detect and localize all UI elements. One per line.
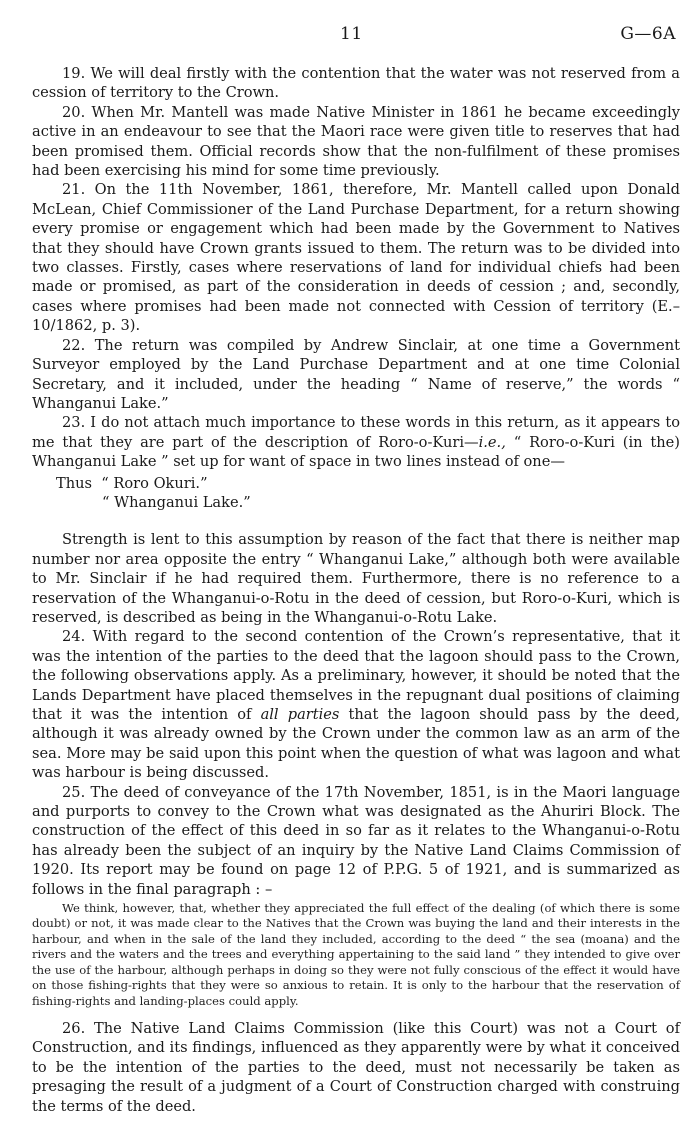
paragraph-24-italic: all parties (260, 706, 340, 723)
document-reference: G—6A (620, 24, 676, 44)
paragraph-20: 20. When Mr. Mantell was made Native Minister in 1861 he became exceedingly active in an endeavour to see that the Maori race were given title to reserves that had been promised them. Official records show that the non-fulfilment of these promises had been exercising his mind for some time previously. (32, 103, 680, 180)
paragraph-23-ie: i.e., (478, 433, 506, 451)
paragraph-26: 26. The Native Land Claims Commission (like this Court) was not a Court of Construction, and its findings, influenced as they apparently were by what it conceived to be the intention of the parties to the deed, must not necessarily be taken as presaging the result of a judgment of a Court of Construction charged with construing the terms of the deed. (32, 1019, 680, 1115)
page-header (0, 24, 700, 48)
paragraph-24-text: 24. With regard to the second contention of the Crown’s representative, that it was the intention of the parties to the deed that the lagoon should pass to the Crown, the following observations apply. As a preliminary, however, it should be noted that the Lands Department have placed themselves in the repugnant dual positions of claiming that it was the intention of (32, 628, 680, 723)
paragraph-24-text-cont: that the lagoon should pass by the deed, although it was already owned by the Crown under the common law as an arm of the sea. More may be said upon this point when the question of what was lagoon and what was harbour is being discussed. (32, 706, 680, 782)
thus-line-2: “ Whanganui Lake.” (102, 493, 251, 511)
commission-quote: We think, however, that, whether they appreciated the full effect of the dealing (of which there is some doubt) or not, it was made clear to the Natives that the Crown was buying the land and their interests in the harbour, and when in the sale of the land they included, according to the deed “ the sea (moana) and the rivers and the waters and the trees and everything appertaining to the said land ” they intended to give over the use of the harbour, although perhaps in doing so they were not fully conscious of the effect it would have on those fishing-rights that they were so anxious to retain. It is only to the harbour that the reservation of fishing-rights and landing-places could apply. (32, 901, 680, 1008)
paragraph-23 (32, 413, 680, 471)
document-body (32, 64, 680, 1116)
paragraph-21: 21. On the 11th November, 1861, therefore, Mr. Mantell called upon Donald McLean, Chief Commissioner of the Land Purchase Department, for a return showing every promise or engagement which had been made by the Government to Natives that they should have Crown grants issued to them. The return was to be divided into two classes. Firstly, cases where reservations of land for individual chiefs had been made or promised, as part of the consideration in deeds of cession ; and, secondly, cases where promises had been made not connected with Cession of territory (E.–10/1862, p. 3). (32, 181, 680, 335)
paragraph-24 (32, 627, 680, 782)
paragraph-23-continued: Strength is lent to this assumption by reason of the fact that there is neither map number nor area opposite the entry “ Whanganui Lake,” although both were available to Mr. Sinclair if he had required them. Furthermore, there is no reference to a reservation of the Whanganui-o-Rotu in the deed of cession, but Roro-o-Kuri, which is reserved, is described as being in the Whanganui-o-Rotu Lake. (32, 531, 680, 626)
paragraph-23-text: 23. I do not attach much importance to these words in this return, as it appears to me that they are part of the description of Roro-o-Kuri— (32, 414, 680, 451)
paragraph-19: 19. We will deal firstly with the contention that the water was not reserved from a cession of territory to the Crown. (32, 65, 680, 102)
spacer (32, 520, 680, 530)
page-number: 11 (340, 24, 363, 44)
paragraph-25: 25. The deed of conveyance of the 17th November, 1851, is in the Maori language and purports to convey to the Crown what was designated as the Ahuriri Block. The construction of the effect of this deed in so far as it relates to the Whanganui-o-Rotu has already been the subject of an inquiry by the Native Land Claims Commission of 1920. Its report may be found on page 12 of P.P.G. 5 of 1921, and is summarized as follows in the final paragraph : – (32, 783, 680, 898)
thus-example (32, 474, 680, 513)
paragraph-22: 22. The return was compiled by Andrew Sinclair, at one time a Government Surveyor employed by the Land Purchase Department and at one time Colonial Secretary, and it included, under the heading “ Name of reserve,” the words “ Whanganui Lake.” (32, 336, 680, 412)
paragraph-23-text-cont: “ Roro-o-Kuri (in the) Whanganui Lake ” set up for want of space in two lines instead of one— (32, 433, 680, 471)
thus-line-1: Thus “ Roro Okuri.” (56, 474, 208, 492)
